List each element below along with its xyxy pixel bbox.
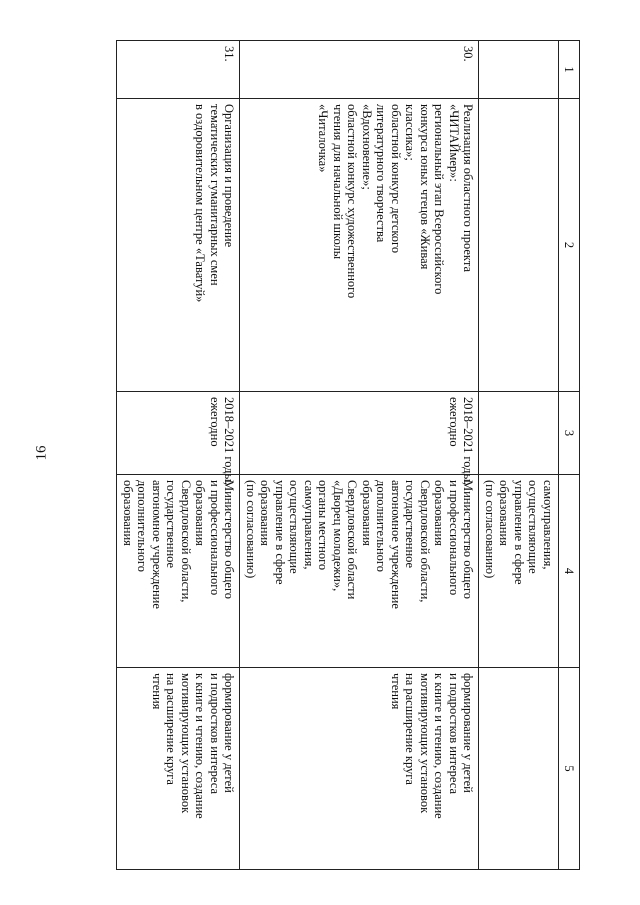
executors-cell-line: Свердловской области,	[179, 480, 193, 603]
executors-cell-line: осуществляющие	[526, 480, 541, 574]
executors-cell-line: Свердловской области,	[418, 480, 432, 603]
result-cell-line: мотивирующих установок	[179, 673, 193, 814]
event-cell-line: тематических гуманитарных смен	[208, 104, 222, 286]
executors-cell-line: и профессионального	[447, 480, 461, 596]
event-cell-line: «ЧИТАЙмер»:	[447, 104, 461, 182]
result-cell-line: к книге и чтению, создание	[193, 673, 208, 819]
result-cell	[117, 668, 240, 870]
period-cell	[117, 392, 240, 485]
event-cell-line: областной конкурс художественного	[345, 104, 360, 299]
header-col-3: 3	[559, 392, 580, 475]
period-cell-line: 2018–2021 годы,	[461, 397, 476, 485]
result-cell-line: чтения	[150, 673, 164, 710]
executors-cell-line: образования	[193, 480, 208, 546]
executors-cell-line: автономное учреждение	[150, 480, 164, 609]
event-cell-line: областной конкурс детского	[389, 104, 403, 254]
executors-cell-line: Свердловской области	[345, 480, 360, 600]
executors-cell-line: осуществляющие	[287, 480, 302, 574]
event-cell	[479, 99, 559, 392]
table-row	[479, 41, 559, 870]
result-cell-line: формирование у детей	[461, 673, 476, 793]
result-cell-line: чтения	[389, 673, 403, 710]
executors-cell-line: управление в сфере	[273, 480, 287, 585]
page-number: 16	[33, 445, 50, 461]
executors-cell-line: самоуправления,	[302, 480, 316, 570]
event-cell-line: Реализация областного проекта	[461, 104, 476, 272]
executors-cell-line: образования	[258, 480, 273, 546]
executors-cell-line: Министерство общего	[461, 480, 476, 600]
event-cell	[240, 99, 479, 392]
result-cell	[479, 668, 559, 870]
row-number-cell: 31.	[117, 41, 240, 99]
header-col-5: 5	[559, 668, 580, 870]
period-cell-line: ежегодно	[208, 397, 222, 447]
executors-cell-line: органы местного	[316, 480, 331, 571]
event-cell-line: Организация и проведение	[222, 104, 237, 248]
event-cell-line: конкурса юных чтецов «Живая	[418, 104, 432, 270]
event-cell-line: «Читалочка»	[316, 104, 331, 173]
executors-cell-line: образования	[497, 480, 512, 546]
result-cell-line: на расширение круга	[164, 673, 179, 785]
events-table	[117, 40, 581, 870]
table-header-row	[559, 41, 580, 870]
executors-cell-line: «Дворец молодежи»,	[331, 480, 345, 592]
header-col-1: 1	[559, 41, 580, 99]
row-number-cell	[479, 41, 559, 99]
row-number-cell: 30.	[240, 41, 479, 99]
period-cell	[240, 392, 479, 485]
event-cell-line: в оздоровительном центре «Таватуй»	[193, 104, 208, 303]
executors-cell-line: (по согласованию)	[244, 480, 258, 579]
event-cell-line: «Вдохновение»;	[360, 104, 374, 190]
result-cell-line: формирование у детей	[222, 673, 237, 793]
event-cell	[117, 99, 240, 392]
executors-cell-line: образования	[432, 480, 447, 546]
result-cell-line: на расширение круга	[403, 673, 418, 785]
result-cell	[240, 668, 479, 870]
executors-cell-line: автономное учреждение	[389, 480, 403, 609]
executors-cell	[117, 475, 240, 668]
result-cell-line: к книге и чтению, создание	[432, 673, 447, 819]
period-cell-line: ежегодно	[447, 397, 461, 447]
executors-cell-line: дополнительного	[135, 480, 150, 572]
executors-cell	[240, 475, 479, 668]
rotated-table-container	[80, 40, 580, 870]
executors-cell-line: государственное	[403, 480, 418, 569]
executors-cell	[479, 475, 559, 668]
header-col-4: 4	[559, 475, 580, 668]
executors-cell-line: образования	[360, 480, 374, 546]
executors-cell-line: образования	[121, 480, 135, 546]
event-cell-line: литературного творчества	[374, 104, 389, 243]
executors-cell-line: (по согласованию)	[483, 480, 497, 579]
executors-cell-line: самоуправления,	[541, 480, 555, 570]
result-cell-line: и подростков интереса	[208, 673, 222, 795]
executors-cell-line: и профессионального	[208, 480, 222, 596]
event-cell-line: классика»;	[403, 104, 418, 161]
table-row	[240, 41, 479, 870]
executors-cell-line: управление в сфере	[512, 480, 526, 585]
result-cell-line: мотивирующих установок	[418, 673, 432, 814]
event-cell-line: региональный этап Всероссийского	[432, 104, 447, 295]
table-row	[117, 41, 240, 870]
period-cell	[479, 392, 559, 475]
executors-cell-line: дополнительного	[374, 480, 389, 572]
period-cell-line: 2018–2021 годы,	[222, 397, 237, 485]
executors-cell-line: государственное	[164, 480, 179, 569]
event-cell-line: чтения для начальной школы	[331, 104, 345, 260]
executors-cell-line: Министерство общего	[222, 480, 237, 600]
result-cell-line: и подростков интереса	[447, 673, 461, 795]
header-col-2: 2	[559, 99, 580, 392]
